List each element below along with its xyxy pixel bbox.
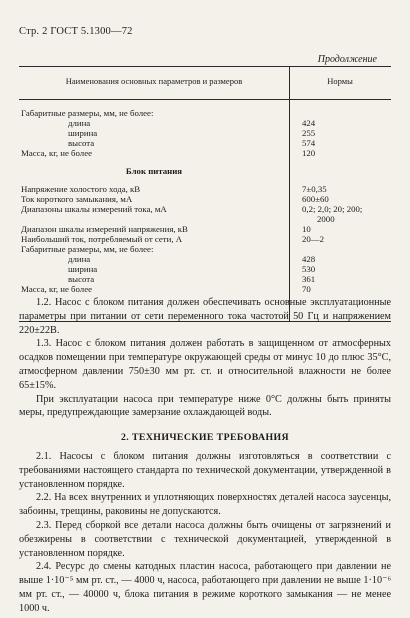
table-row [19,204,391,214]
row-label: Габаритные размеры, мм, не более: [21,244,154,254]
column-header-norm: Нормы [327,76,353,86]
row-label: Напряжение холостого хода, кВ [21,184,141,194]
row-label: Диапазон шкалы измерений напряжения, кВ [21,224,188,234]
page-header: Стр. 2 ГОСТ 5.1300—72 [19,26,133,37]
table-row [19,184,391,194]
table-row [19,148,391,158]
row-value: 7±0,35 [302,184,327,194]
row-label: Диапазоны шкалы измерений тока, мА [21,204,167,214]
row-label: Наибольший ток, потребляемый от сети, А [21,234,183,244]
continuation-label: Продолжение [317,54,377,65]
row-label: высота [68,274,95,284]
column-header-parameter: Наименования основных параметров и размеров [65,76,243,86]
row-value: 70 [302,284,311,294]
table-row [19,128,391,138]
row-value: 0,2; 2,0; 20; 200; [302,204,363,214]
row-value: 530 [302,264,316,274]
row-value: 428 [302,254,316,264]
row-label: ширина [68,128,98,138]
paragraph-2-2: 2.2. На всех внутренних и уплотняющих поверхностях деталей насоса заусенцы, забоины, трещины, раковины не допускаются. [19,492,391,518]
table-row [19,234,391,244]
body-text-block-1 [19,296,391,420]
row-value: 2000 [317,214,335,224]
table-row [19,224,391,234]
parameters-table [19,66,391,322]
table-row [19,138,391,148]
row-label: длина [68,254,91,264]
row-value: 120 [302,148,316,158]
section-heading-power-unit: Блок питания [125,166,183,176]
row-value: 20—2 [302,234,324,244]
row-label: ширина [68,264,98,274]
table-row [19,108,391,118]
table-row [19,194,391,204]
row-value: 255 [302,128,316,138]
row-value: 424 [302,118,316,128]
row-label: Ток короткого замыкания, мА [21,194,133,204]
table-row [19,274,391,284]
table-row [19,254,391,264]
table-row [19,244,391,254]
paragraph-1-2: 1.2. Насос с блоком питания должен обеспечивать основные эксплуатационные параметры при питании от сети переменного тока частотой 50 Гц и напряжением 220±22В. [19,297,391,336]
row-label: Габаритные размеры, мм, не более: [21,108,154,118]
table-row [19,264,391,274]
table-row [19,284,391,294]
paragraph-1-3: 1.3. Насос с блоком питания должен работать в защищенном от атмосферных осадков помещении при температуре окружающей среды от минус 10 до плюс 35°С, атмосферном давлении 750±30 мм рт. ст. и относительной влажности не более 65±15%. [19,338,391,391]
table-row [19,118,391,128]
row-label: Масса, кг, не более [21,148,93,158]
paragraph-2-1: 2.1. Насосы с блоком питания должны изготовляться в соответствии с требованиями настоящего стандарта по технической документации, утвержденной в установленном порядке. [19,451,391,490]
row-value: 600±60 [302,194,329,204]
row-label: высота [68,138,95,148]
row-label: Масса, кг, не более [21,284,93,294]
paragraph-note: При эксплуатации насоса при температуре ниже 0°С должны быть приняты меры, предупреждающие замерзание охлаждающей воды. [19,393,391,419]
row-value: 574 [302,138,316,148]
row-value: 10 [302,224,311,234]
row-value: 361 [302,274,316,284]
row-label: длина [68,118,91,128]
table-row [19,214,391,224]
section-2-title: 2. ТЕХНИЧЕСКИЕ ТРЕБОВАНИЯ [120,432,290,443]
body-text-block-2 [19,450,391,616]
paragraph-2-3: 2.3. Перед сборкой все детали насоса должны быть очищены от загрязнений и обезжирены в соответствии с технической документацией, утвержденной в установленном порядке. [19,519,391,559]
table-header-rule [19,99,391,100]
paragraph-2-4: 2.4. Ресурс до смены катодных пластин насоса, работающего при давлении не выше 1·10⁻⁵ мм рт. ст., — 4000 ч, насоса, работающего при давлении не выше 1·10⁻⁶ мм рт. ст., — 40000 ч, блока питания в режиме короткого замыкания — не менее 1000 ч. [19,561,391,614]
table-top-rule [19,66,391,67]
